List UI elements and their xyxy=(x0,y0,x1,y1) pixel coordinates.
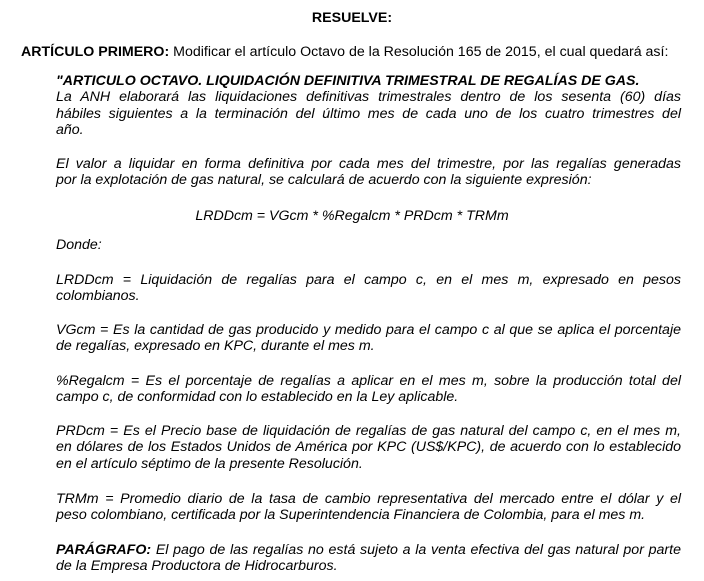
articulo-octavo-title: "ARTICULO OCTAVO. LIQUIDACIÓN DEFINITIVA TRIMESTRAL DE REGALÍAS DE GAS. xyxy=(56,73,640,89)
definition-regalcm xyxy=(56,373,681,406)
definition-line: campo c, de conformidad con lo establecido en la Ley aplicable. xyxy=(56,389,459,406)
definition-line: %Regalcm = Es el porcentaje de regalías a aplicar en el mes m, sobre la producción total del xyxy=(56,373,681,389)
definition-line: colombianos. xyxy=(56,288,140,305)
articulo-primero-text: Modificar el artículo Octavo de la Resolución 165 de 2015, el cual quedará así: xyxy=(169,44,669,60)
formula: LRDDcm = VGcm * %Regalcm * PRDcm * TRMm xyxy=(195,208,509,224)
definition-line: peso colombiano, certificada por la Superintendencia Financiera de Colombia, para el mes m. xyxy=(56,507,646,524)
donde-label xyxy=(56,237,681,253)
paragrafo xyxy=(56,542,681,575)
articulo-primero xyxy=(21,44,691,60)
octavo-line-1: La ANH elaborará las liquidaciones definitivas trimestrales dentro de los sesenta (60) días xyxy=(56,89,681,106)
paragrafo-text: El pago de las regalías no está sujeto a la venta efectiva del gas natural por parte xyxy=(151,542,681,558)
definition-line: de regalías, expresado en KPC, durante el mes m. xyxy=(56,338,375,355)
articulo-octavo-block xyxy=(56,73,681,139)
paragrafo-line-1 xyxy=(56,542,681,558)
donde-text: Donde: xyxy=(56,237,102,253)
paragrafo-line-2: de la Empresa Productora de Hidrocarburos. xyxy=(56,558,338,575)
valor-line-2: por la explotación de gas natural, se calculará de acuerdo con la siguiente expresión: xyxy=(56,172,592,189)
definition-line: LRDDcm = Liquidación de regalías para el campo c, en el mes m, expresado en pesos xyxy=(56,272,681,288)
definition-vgcm xyxy=(56,322,681,355)
articulo-primero-label: ARTÍCULO PRIMERO: xyxy=(21,44,170,60)
definition-prdcm xyxy=(56,423,681,472)
definition-line: PRDcm = Es el Precio base de liquidación de regalías de gas natural del campo c, en el mes m, xyxy=(56,423,681,439)
definition-line: en dólares de los Estados Unidos de América por KPC (US$/KPC), de acuerdo con lo establecido xyxy=(56,439,681,456)
resuelve-heading: RESUELVE: xyxy=(311,10,393,26)
definition-line: VGcm = Es la cantidad de gas producido y medido para el campo c al que se aplica el porcentaje xyxy=(56,322,681,338)
valor-paragraph xyxy=(56,156,681,189)
octavo-line-3: año. xyxy=(56,122,84,139)
definition-line: TRMm = Promedio diario de la tasa de cambio representativa del mercado entre el dólar y el xyxy=(56,491,681,507)
definition-line: en el artículo séptimo de la presente Resolución. xyxy=(56,455,363,472)
definition-lrddcm xyxy=(56,272,681,305)
octavo-line-2: hábiles siguientes a la terminación del último mes de cada uno de los cuatro trimestres del xyxy=(56,105,681,122)
definition-trmm xyxy=(56,491,681,524)
paragrafo-label: PARÁGRAFO: xyxy=(56,542,152,558)
valor-line-1: El valor a liquidar en forma definitiva por cada mes del trimestre, por las regalías generadas xyxy=(56,156,681,172)
